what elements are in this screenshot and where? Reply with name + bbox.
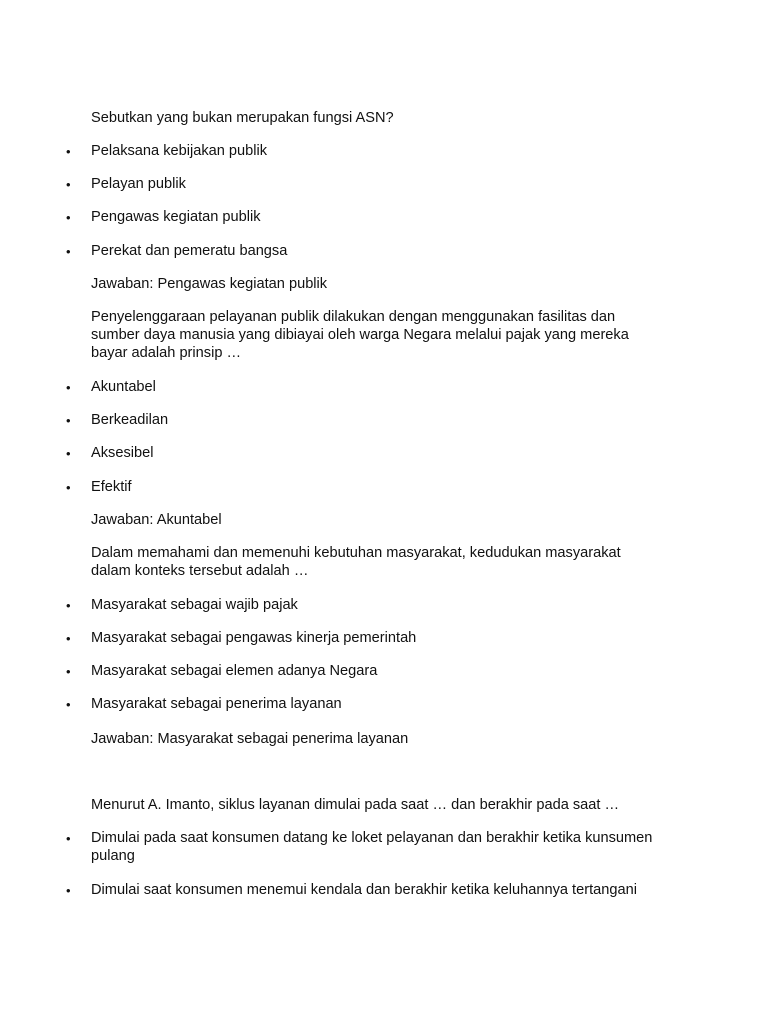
q3-option-c: Masyarakat sebagai elemen adanya Negara xyxy=(91,663,378,679)
bullet-icon: • xyxy=(66,244,71,259)
q2-option-d: Efektif xyxy=(91,479,132,495)
bullet-icon: • xyxy=(66,177,71,192)
bullet-icon: • xyxy=(66,883,71,898)
q2-answer: Jawaban: Akuntabel xyxy=(91,512,222,528)
q2-option-b: Berkeadilan xyxy=(91,412,169,428)
bullet-icon: • xyxy=(66,697,71,712)
q4-option-b: Dimulai saat konsumen menemui kendala dan berakhir ketika keluhannya tertangani xyxy=(91,882,637,898)
q2-option-c: Aksesibel xyxy=(91,445,154,461)
bullet-icon: • xyxy=(66,631,71,646)
q3-answer: Jawaban: Masyarakat sebagai penerima layanan xyxy=(91,731,409,747)
bullet-icon: • xyxy=(66,598,71,613)
bullet-icon: • xyxy=(66,446,71,461)
question-3-text: Dalam memahami dan memenuhi kebutuhan masyarakat, kedudukan masyarakat dalam konteks tersebut adalah … xyxy=(91,545,621,579)
bullet-icon: • xyxy=(66,831,71,846)
q1-option-d: Perekat dan pemeratu bangsa xyxy=(91,243,288,259)
bullet-icon: • xyxy=(66,413,71,428)
bullet-icon: • xyxy=(66,380,71,395)
bullet-icon: • xyxy=(66,210,71,225)
q1-answer: Jawaban: Pengawas kegiatan publik xyxy=(91,276,328,292)
q4-option-a: Dimulai pada saat konsumen datang ke loket pelayanan dan berakhir ketika kunsumen pulang xyxy=(91,830,653,864)
question-2-text: Penyelenggaraan pelayanan publik dilakukan dengan menggunakan fasilitas dan sumber daya manusia yang dibiayai oleh warga Negara melalui pajak yang mereka bayar adalah prinsip … xyxy=(91,309,629,361)
q1-option-a: Pelaksana kebijakan publik xyxy=(91,143,268,159)
q3-option-d: Masyarakat sebagai penerima layanan xyxy=(91,696,342,712)
question-1-text: Sebutkan yang bukan merupakan fungsi ASN? xyxy=(91,110,394,126)
q2-option-a: Akuntabel xyxy=(91,379,156,395)
bullet-icon: • xyxy=(66,664,71,679)
bullet-icon: • xyxy=(66,144,71,159)
q3-option-a: Masyarakat sebagai wajib pajak xyxy=(91,597,298,613)
bullet-icon: • xyxy=(66,480,71,495)
q1-option-c: Pengawas kegiatan publik xyxy=(91,209,261,225)
q3-option-b: Masyarakat sebagai pengawas kinerja pemerintah xyxy=(91,630,417,646)
q1-option-b: Pelayan publik xyxy=(91,176,186,192)
question-4-text: Menurut A. Imanto, siklus layanan dimulai pada saat … dan berakhir pada saat … xyxy=(91,797,620,813)
